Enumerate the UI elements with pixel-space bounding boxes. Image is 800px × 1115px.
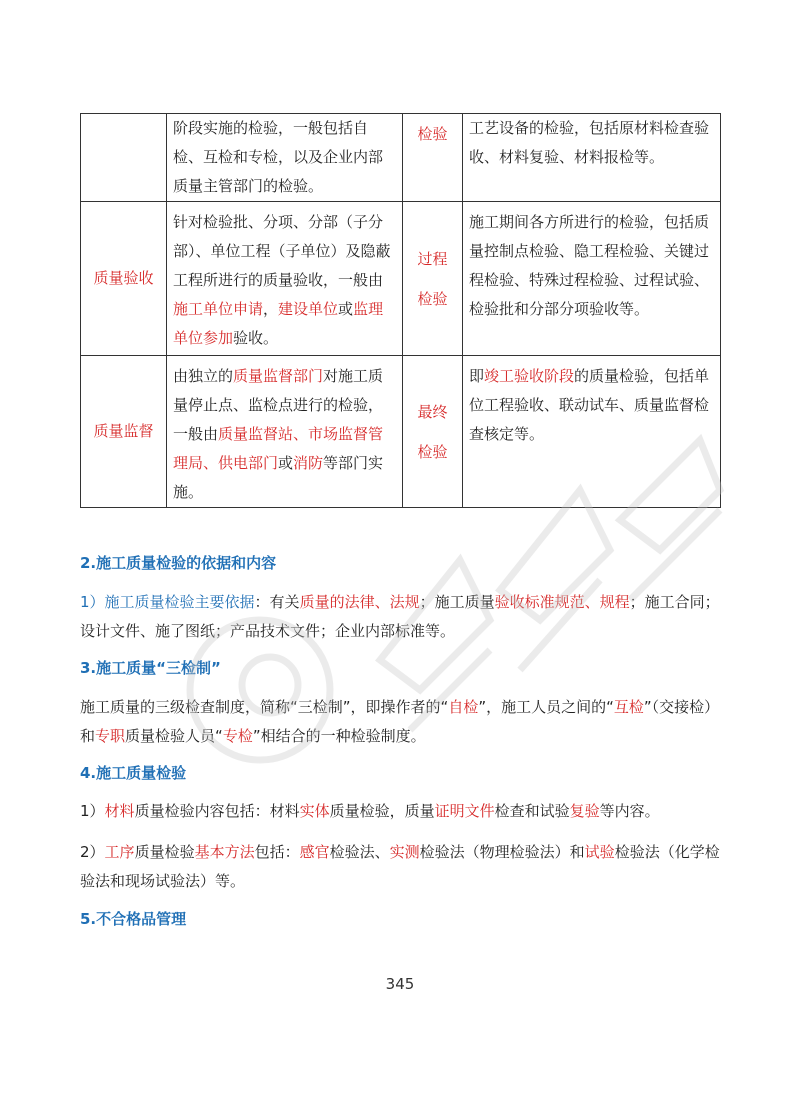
table-row [81,356,721,508]
text-segment: 2） [80,843,105,861]
text-segment: ；施工合同；设计文件、施了图纸；产品技术文件；企业内部标准等。 [80,593,720,640]
text-segment: 检验法（物理检验法）和 [419,843,585,861]
row-inspection-detail [463,202,721,356]
text-segment: 质量监督站、市场监督管理局、供电部门 [173,425,384,472]
text-segment: 质量检验人员“ [125,727,223,745]
text-segment: 1） [80,802,105,820]
text-segment: 建设单位 [278,300,339,318]
heading-inspection-basis: 2.施工质量检验的依据和内容 [80,554,277,572]
text-segment: 等内容。 [599,802,660,820]
text-segment: 阶段实施的检验，一般包括自检、互检和专检，以及企业内部质量主管部门的检验。 [173,119,384,195]
text-segment: 检验法（化学检验法和现场试验法）等。 [80,843,720,890]
text-segment: 工序 [104,843,135,861]
text-segment: ， [263,300,279,318]
label-line: 检验 [417,289,448,308]
text-segment: 施工期间各方所进行的检验，包括质量控制点检验、隐工程检验、关键过程检验、特殊过程检验、过程试验、检验批和分部分项验收等。 [469,213,710,318]
text-segment: 专检 [222,727,253,745]
row-inspection-detail [463,114,721,202]
row-description [167,114,403,202]
text-segment: 质量检验 [134,843,195,861]
row-inspection-type [403,356,463,508]
text-segment: 质量的法律、法规 [299,593,420,611]
heading-quality-inspection: 4.施工质量检验 [80,764,187,782]
text-segment: 质量监督部门 [233,367,324,385]
table-row [81,202,721,356]
text-segment: 的质量检验，包括单位工程验收、联动试车、质量监督检查核定等。 [469,367,710,443]
text-segment: 施工单位申请 [173,300,264,318]
text-segment: 感官 [299,843,330,861]
text-segment: 验收标准规范、规程 [494,593,630,611]
text-segment: 专职 [95,727,126,745]
text-segment: 实测 [389,843,420,861]
label-line: 过程 [417,249,448,268]
text-segment: 包括： [254,843,300,861]
text-segment: 互检 [613,698,644,716]
heading-three-check-system: 3.施工质量“三检制” [80,659,221,677]
text-segment: 监理单位参加 [173,300,384,347]
text-segment: 工艺设备的检验，包括原材料检查验收、材料复验、材料报检等。 [469,119,710,166]
label-line: 最终 [417,402,448,421]
label-line: 检验 [417,442,448,461]
paragraph-three-check-system [80,693,720,751]
text-segment: 对施工质量停止点、监检点进行的检验，一般由 [173,367,384,443]
row-description [167,356,403,508]
text-segment: 自检 [448,698,479,716]
text-segment: ；施工质量 [419,593,495,611]
row-category: 质量监督 [81,356,167,508]
label-line: 检验 [417,125,448,143]
text-segment: 由独立的 [173,367,234,385]
row-inspection-detail [463,356,721,508]
row-category [81,114,167,202]
text-segment: 质量检验，质量 [329,802,435,820]
text-segment: 或 [278,454,294,472]
row-inspection-type [403,114,463,202]
text-segment: 即 [469,367,485,385]
text-segment: 1）施工质量检验主要依据 [80,593,255,611]
text-segment: 针对检验批、分项、分部（子分部）、单位工程（子单位）及隐蔽工程所进行的质量验收，一般由 [173,213,391,289]
paragraph-material-inspection [80,797,720,826]
quality-inspection-table [80,113,721,508]
text-segment: ：有关 [254,593,300,611]
text-segment: 试验 [584,843,615,861]
row-category: 质量验收 [81,202,167,356]
text-segment: 基本方法 [194,843,255,861]
text-segment: 等部门实施。 [173,454,384,501]
paragraph-inspection-basis [80,588,720,646]
text-segment: 验收。 [233,329,279,347]
text-segment: ”（交接检）和 [80,698,720,745]
table-row [81,114,721,202]
text-segment: 复验 [569,802,600,820]
text-segment: 消防 [293,454,324,472]
text-segment: 证明文件 [434,802,495,820]
row-description [167,202,403,356]
text-segment: ”，施工人员之间的“ [478,698,614,716]
text-segment: 检查和试验 [494,802,570,820]
text-segment: 材料 [104,802,135,820]
text-segment: 竣工验收阶段 [484,367,575,385]
text-segment: 实体 [299,802,330,820]
text-segment: 检验法、 [329,843,390,861]
text-segment: 质量检验内容包括：材料 [134,802,300,820]
heading-nonconforming-management: 5.不合格品管理 [80,910,187,928]
page-number: 345 [385,975,415,993]
paragraph-process-inspection [80,838,720,896]
text-segment: 或 [338,300,354,318]
text-segment: ”相结合的一种检验制度。 [252,727,426,745]
row-inspection-type [403,202,463,356]
text-segment: 施工质量的三级检查制度，简称“三检制”，即操作者的“ [80,698,449,716]
